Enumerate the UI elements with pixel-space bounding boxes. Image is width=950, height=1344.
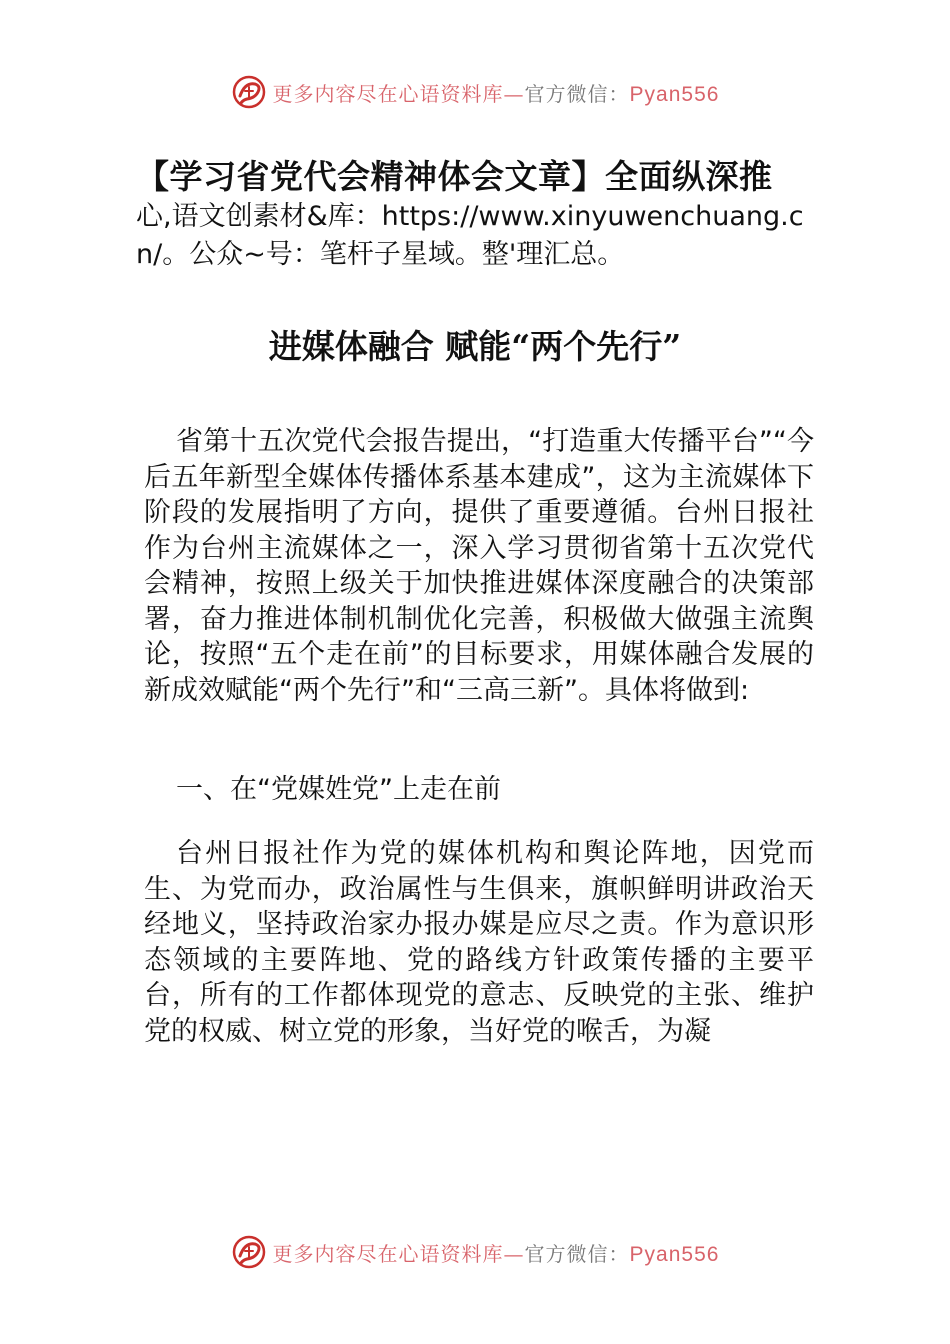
banner-site-text: 更多内容尽在心语资料库 (272, 1241, 504, 1266)
banner-wechat-label: 官方微信： (524, 1241, 630, 1266)
banner-wechat-id: Pyan556 (629, 82, 720, 106)
banner-wechat-id: Pyan556 (629, 1242, 720, 1266)
inserted-notice-text: 心,语文创素材&库：https://www.xinyuwenchuang.cn/。公众~号：笔杆子星域。整'理汇总。 (136, 201, 804, 270)
footer-banner (0, 1230, 950, 1274)
article-title-line1: 【学习省党代会精神体会文章】全面纵深推 (136, 157, 773, 196)
banner-text (273, 78, 720, 107)
seal-logo-icon (231, 1234, 267, 1270)
banner-separator: — (503, 81, 525, 106)
section-heading-1: 一、在“党媒姓党”上走在前 (176, 774, 501, 805)
header-banner (0, 70, 950, 114)
body-paragraph-2: 台州日报社作为党的媒体机构和舆论阵地，因党而生、为党而办，政治属性与生俱来，旗帜鲜明讲政治天经地义，坚持政治家办报办媒是应尽之责。作为意识形态领域的主要阵地、党的路线方针政策传播的主要平台，所有的工作都体现党的意志、反映党的主张、维护党的权威、树立党的形象，当好党的喉舌，为凝 (144, 838, 814, 1047)
banner-text (273, 1238, 720, 1267)
banner-site-text: 更多内容尽在心语资料库 (272, 81, 504, 106)
body-paragraph-1: 省第十五次党代会报告提出，“打造重大传播平台”“今后五年新型全媒体传播体系基本建成”，这为主流媒体下阶段的发展指明了方向，提供了重要遵循。台州日报社作为台州主流媒体之一，深入学习贯彻省第十五次党代会精神，按照上级关于加快推进媒体深度融合的决策部署，奋力推进体制机制优化完善，积极做大做强主流舆论，按照“五个走在前”的目标要求，用媒体融合发展的新成效赋能“两个先行”和“三高三新”。具体将做到: (144, 426, 814, 706)
seal-logo-icon (231, 74, 267, 110)
banner-wechat-label: 官方微信： (524, 81, 630, 106)
banner-separator: — (503, 1241, 525, 1266)
article-title-line2: 进媒体融合 赋能“两个先行” (268, 327, 682, 366)
